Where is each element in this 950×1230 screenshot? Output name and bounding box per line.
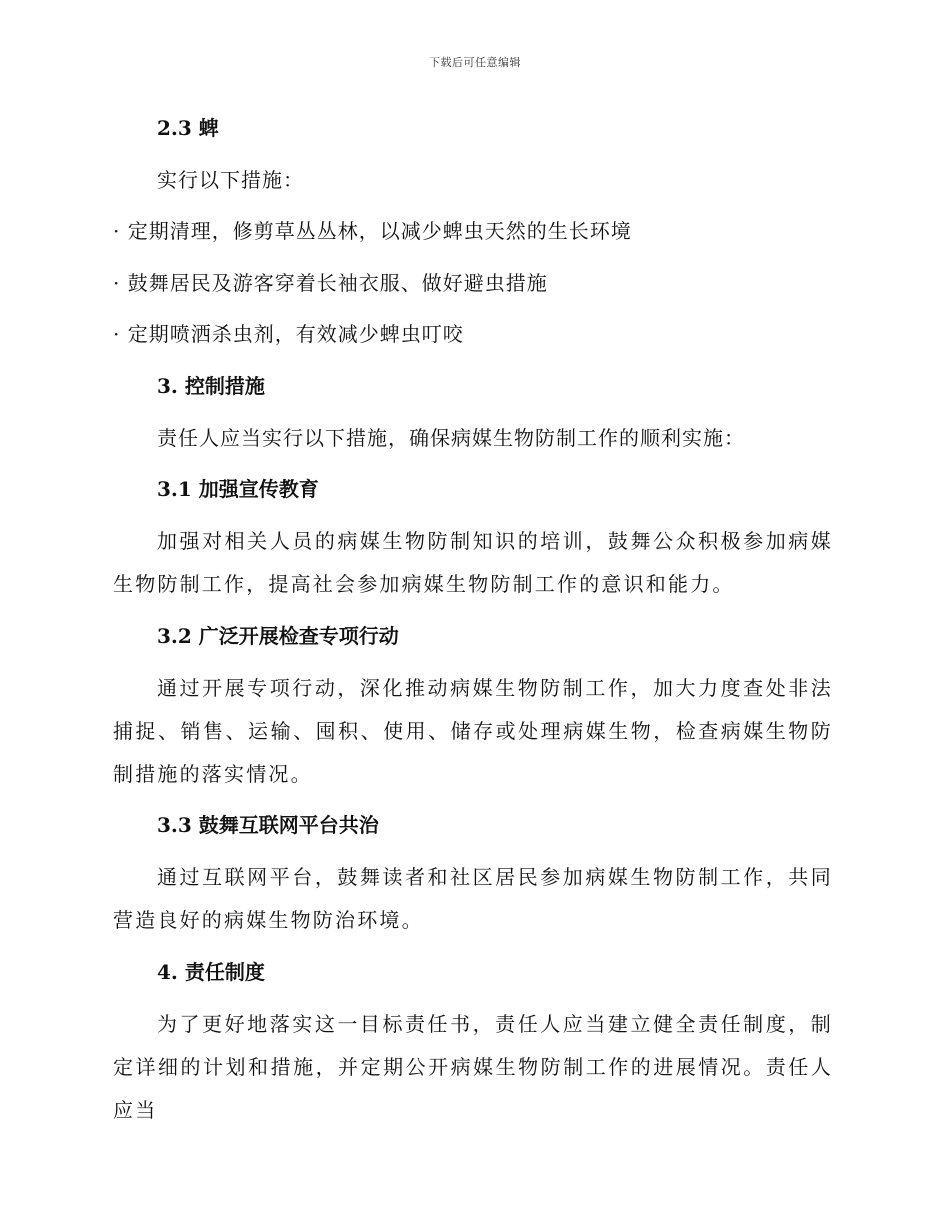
section-3-intro: 责任人应当实行以下措施，确保病媒生物防制工作的顺利实施： [157, 426, 745, 450]
section-heading-3: 3. 控制措施 [157, 374, 265, 398]
page-header-note: 下载后可任意编辑 [429, 56, 521, 69]
section-heading-4: 4. 责任制度 [157, 960, 265, 984]
section-heading-3-3: 3.3 鼓舞互联网平台共治 [157, 813, 379, 837]
bullet-item-3: · 定期喷洒杀虫剂，有效减少蜱虫叮咬 [113, 322, 464, 346]
section-heading-2-3: 2.3 蜱 [157, 116, 219, 140]
section-3-2-paragraph: 通过开展专项行动，深化推动病媒生物防制工作，加大力度查处非法捕捉、销售、运输、囤积、使用、储存或处理病媒生物，检查病媒生物防制措施的落实情况。 [113, 676, 833, 786]
section-heading-3-2: 3.2 广泛开展检查专项行动 [157, 624, 399, 648]
bullet-item-1: · 定期清理，修剪草丛丛林，以减少蜱虫天然的生长环境 [113, 219, 632, 243]
section-3-3-paragraph: 通过互联网平台，鼓舞读者和社区居民参加病媒生物防制工作，共同营造良好的病媒生物防治环境。 [113, 865, 833, 932]
section-3-1-paragraph: 加强对相关人员的病媒生物防制知识的培训，鼓舞公众积极参加病媒生物防制工作，提高社会参加病媒生物防制工作的意识和能力。 [113, 529, 833, 596]
section-heading-3-1: 3.1 加强宣传教育 [157, 477, 319, 501]
section-4-paragraph: 为了更好地落实这一目标责任书，责任人应当建立健全责任制度，制定详细的计划和措施，并定期公开病媒生物防制工作的进展情况。责任人应当 [113, 1012, 833, 1122]
bullet-item-2: · 鼓舞居民及游客穿着长袖衣服、做好避虫措施 [113, 271, 548, 295]
section-2-3-intro: 实行以下措施： [157, 168, 304, 192]
